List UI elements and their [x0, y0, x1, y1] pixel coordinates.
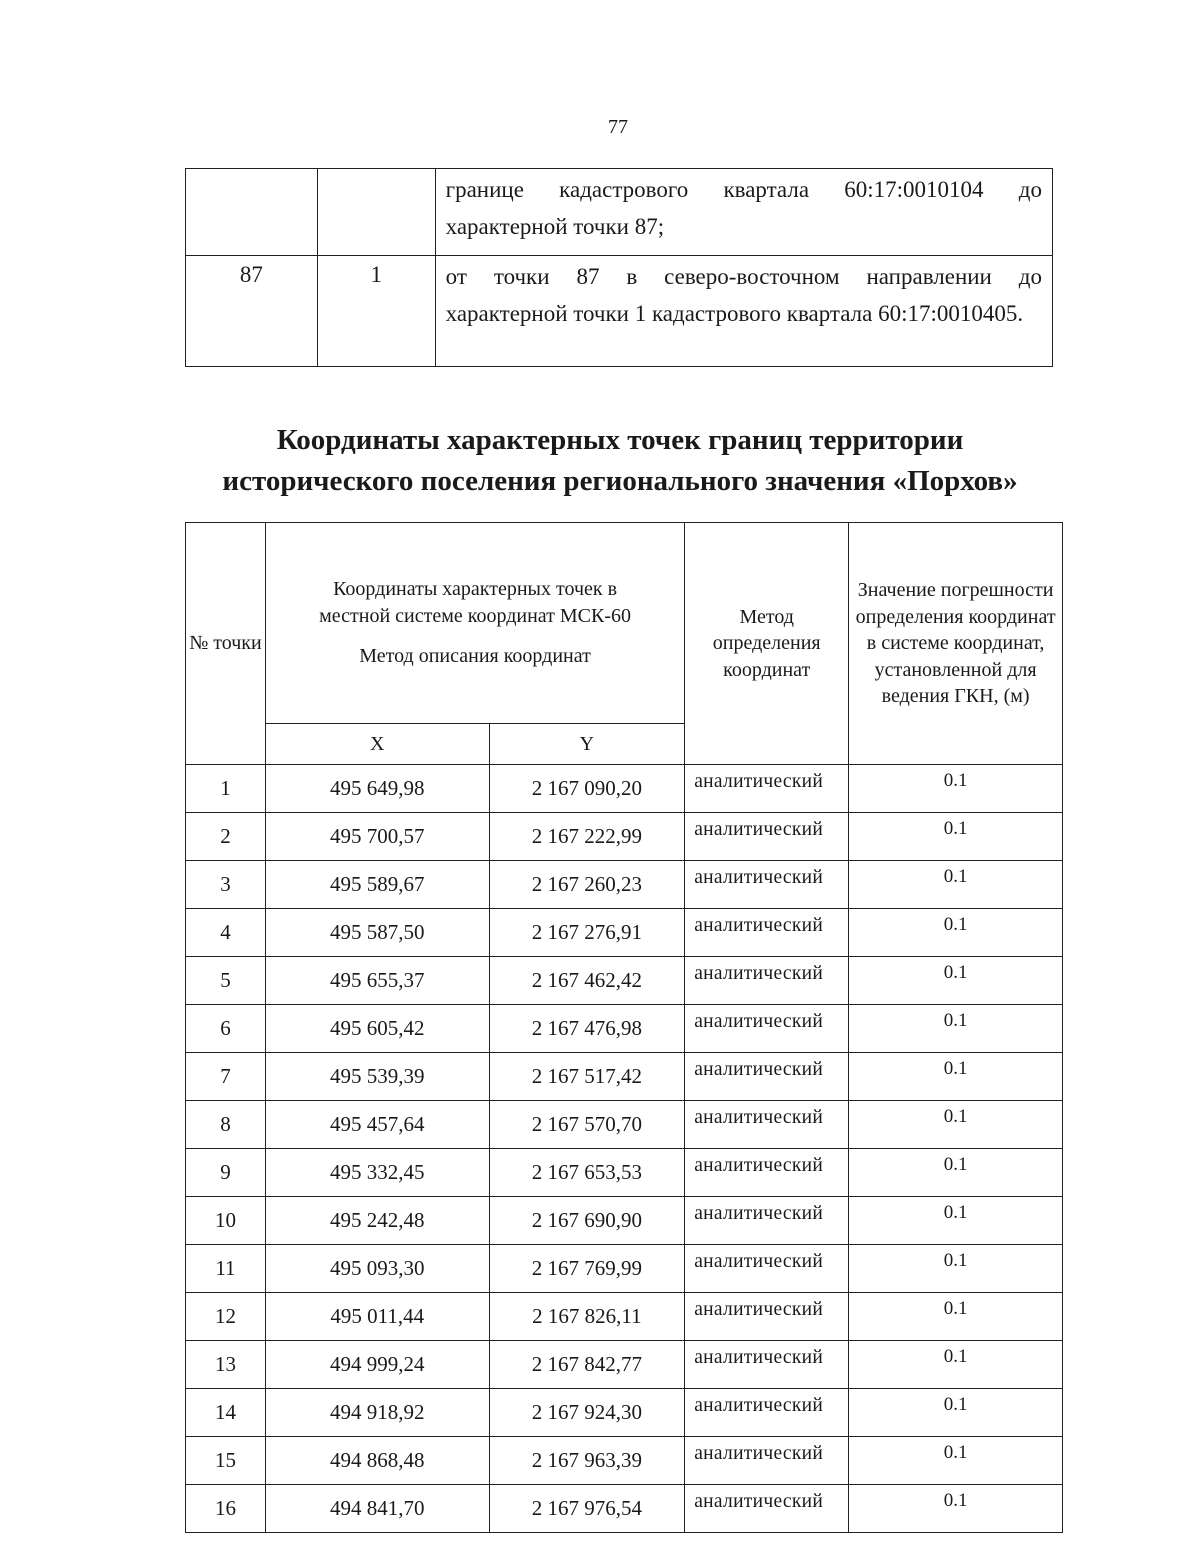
error-value-cell: 0.1: [849, 861, 1063, 909]
y-coordinate-cell: 2 167 924,30: [489, 1389, 685, 1437]
table-row: [186, 1005, 1063, 1053]
error-value-cell: 0.1: [849, 1293, 1063, 1341]
y-coordinate-cell: 2 167 769,99: [489, 1245, 685, 1293]
table-row: [186, 1485, 1063, 1533]
from-point-cell: [186, 169, 318, 256]
error-value-cell: 0.1: [849, 1197, 1063, 1245]
point-number-cell: 5: [186, 957, 266, 1005]
point-number-cell: 15: [186, 1437, 266, 1485]
point-number-cell: 8: [186, 1101, 266, 1149]
method-cell: аналитический: [685, 765, 849, 813]
table-row: [186, 1197, 1063, 1245]
x-coordinate-cell: 495 457,64: [265, 1101, 489, 1149]
y-coordinate-cell: 2 167 826,11: [489, 1293, 685, 1341]
method-cell: аналитический: [685, 1053, 849, 1101]
table-row: [186, 1245, 1063, 1293]
y-coordinate-cell: 2 167 476,98: [489, 1005, 685, 1053]
method-cell: аналитический: [685, 909, 849, 957]
x-coordinate-cell: 495 587,50: [265, 909, 489, 957]
x-coordinate-cell: 494 918,92: [265, 1389, 489, 1437]
y-coordinate-cell: 2 167 842,77: [489, 1341, 685, 1389]
x-coordinate-cell: 494 841,70: [265, 1485, 489, 1533]
x-coordinate-cell: 495 589,67: [265, 861, 489, 909]
page-number: 77: [608, 116, 628, 138]
table-row: [186, 861, 1063, 909]
y-coordinate-cell: 2 167 653,53: [489, 1149, 685, 1197]
error-value-cell: 0.1: [849, 1149, 1063, 1197]
error-value-cell: 0.1: [849, 813, 1063, 861]
x-coordinate-cell: 495 649,98: [265, 765, 489, 813]
coordinates-title: Координаты характерных точек в местной системе координат МСК-60: [319, 578, 632, 627]
table-row: [186, 1053, 1063, 1101]
point-number-cell: 3: [186, 861, 266, 909]
method-cell: аналитический: [685, 1101, 849, 1149]
section-title-line-2: исторического поселения регионального значения «Порхов»: [222, 465, 1018, 497]
table-row: [186, 765, 1063, 813]
coordinates-body: [186, 765, 1063, 1533]
point-number-cell: 4: [186, 909, 266, 957]
method-cell: аналитический: [685, 1197, 849, 1245]
coordinates-table: [185, 522, 1063, 1533]
error-value-cell: 0.1: [849, 1245, 1063, 1293]
point-number-header: № точки: [186, 523, 266, 765]
x-coordinate-cell: 494 868,48: [265, 1437, 489, 1485]
x-coordinate-cell: 495 332,45: [265, 1149, 489, 1197]
table-row: [186, 813, 1063, 861]
method-cell: аналитический: [685, 861, 849, 909]
x-coordinate-cell: 494 999,24: [265, 1341, 489, 1389]
to-point-cell: 1: [317, 256, 435, 367]
table-row: [186, 1149, 1063, 1197]
error-value-cell: 0.1: [849, 1437, 1063, 1485]
x-coordinate-cell: 495 093,30: [265, 1245, 489, 1293]
to-point-cell: [317, 169, 435, 256]
point-number-cell: 12: [186, 1293, 266, 1341]
y-coordinate-cell: 2 167 222,99: [489, 813, 685, 861]
table-row: [186, 1341, 1063, 1389]
description-cell: границе кадастрового квартала 60:17:0010104 до характерной точки 87;: [435, 169, 1052, 256]
error-value-cell: 0.1: [849, 1005, 1063, 1053]
y-coordinate-cell: 2 167 517,42: [489, 1053, 685, 1101]
table-row: [186, 1293, 1063, 1341]
x-coordinate-cell: 495 242,48: [265, 1197, 489, 1245]
method-cell: аналитический: [685, 1005, 849, 1053]
y-coordinate-cell: 2 167 963,39: [489, 1437, 685, 1485]
point-number-cell: 1: [186, 765, 266, 813]
y-coordinate-cell: 2 167 570,70: [489, 1101, 685, 1149]
error-value-cell: 0.1: [849, 1101, 1063, 1149]
error-value-cell: 0.1: [849, 765, 1063, 813]
error-value-cell: 0.1: [849, 957, 1063, 1005]
point-number-cell: 13: [186, 1341, 266, 1389]
description-cell: от точки 87 в северо-восточном направлении до характерной точки 1 кадастрового квартала 60:17:0010405.: [435, 256, 1052, 367]
point-number-cell: 2: [186, 813, 266, 861]
method-cell: аналитический: [685, 1437, 849, 1485]
error-value-cell: 0.1: [849, 1341, 1063, 1389]
section-title: [160, 420, 1080, 502]
table-row: [186, 1389, 1063, 1437]
x-coordinate-cell: 495 539,39: [265, 1053, 489, 1101]
y-coordinate-cell: 2 167 260,23: [489, 861, 685, 909]
method-cell: аналитический: [685, 1293, 849, 1341]
x-coordinate-cell: 495 655,37: [265, 957, 489, 1005]
y-coordinate-cell: 2 167 276,91: [489, 909, 685, 957]
point-number-cell: 7: [186, 1053, 266, 1101]
table-row: [186, 1101, 1063, 1149]
section-title-line-1: Координаты характерных точек границ территории: [276, 424, 964, 456]
method-cell: аналитический: [685, 1485, 849, 1533]
y-header: Y: [489, 724, 685, 765]
y-coordinate-cell: 2 167 462,42: [489, 957, 685, 1005]
point-number-cell: 6: [186, 1005, 266, 1053]
table-row: [186, 256, 1053, 367]
point-number-cell: 11: [186, 1245, 266, 1293]
error-value-cell: 0.1: [849, 1053, 1063, 1101]
table-row: [186, 909, 1063, 957]
point-number-cell: 14: [186, 1389, 266, 1437]
method-cell: аналитический: [685, 813, 849, 861]
x-coordinate-cell: 495 700,57: [265, 813, 489, 861]
point-number-cell: 10: [186, 1197, 266, 1245]
method-cell: аналитический: [685, 1389, 849, 1437]
header-row: [186, 523, 1063, 724]
coordinates-header: [265, 523, 684, 724]
boundary-description-table: [185, 168, 1053, 367]
x-header: X: [265, 724, 489, 765]
point-number-cell: 9: [186, 1149, 266, 1197]
y-coordinate-cell: 2 167 090,20: [489, 765, 685, 813]
error-value-cell: 0.1: [849, 909, 1063, 957]
table-row: [186, 1437, 1063, 1485]
table-row: [186, 169, 1053, 256]
x-coordinate-cell: 495 605,42: [265, 1005, 489, 1053]
coordinates-method-label: Метод описания координат: [359, 645, 591, 668]
method-header: Метод определения координат: [685, 523, 849, 765]
y-coordinate-cell: 2 167 976,54: [489, 1485, 685, 1533]
from-point-cell: 87: [186, 256, 318, 367]
method-cell: аналитический: [685, 957, 849, 1005]
y-coordinate-cell: 2 167 690,90: [489, 1197, 685, 1245]
error-value-cell: 0.1: [849, 1389, 1063, 1437]
method-cell: аналитический: [685, 1245, 849, 1293]
error-header: Значение погрешности определения координат в системе координат, установленной для ведения ГКН, (м): [849, 523, 1063, 765]
table-row: [186, 957, 1063, 1005]
method-cell: аналитический: [685, 1341, 849, 1389]
x-coordinate-cell: 495 011,44: [265, 1293, 489, 1341]
method-cell: аналитический: [685, 1149, 849, 1197]
point-number-cell: 16: [186, 1485, 266, 1533]
error-value-cell: 0.1: [849, 1485, 1063, 1533]
